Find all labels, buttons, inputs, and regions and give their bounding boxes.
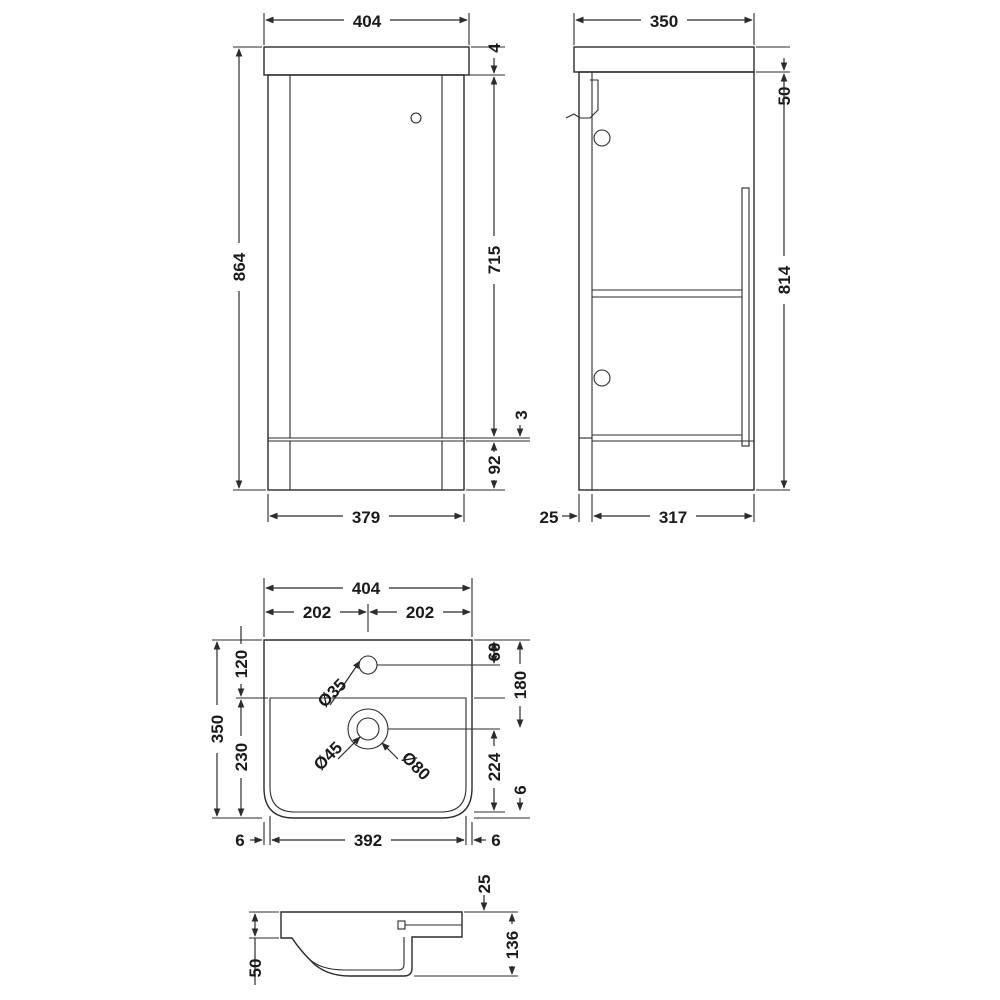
label-gap: 3 — [512, 410, 531, 420]
side-carcass — [579, 72, 754, 490]
door-knob — [411, 113, 421, 123]
label-half-right: 202 — [405, 603, 435, 622]
label-waste-outer-diameter: Ø80 — [397, 748, 434, 785]
carcass — [268, 75, 464, 490]
label-section-bowl: 50 — [246, 958, 265, 978]
side-knob-lower — [594, 370, 610, 386]
section-outline — [281, 912, 462, 976]
tap-hole — [359, 656, 377, 674]
label-door-height: 715 — [485, 245, 504, 275]
label-front-height: 864 — [230, 252, 249, 282]
section-inner — [292, 937, 404, 970]
label-front-margin: 6 — [511, 785, 530, 795]
label-side-height: 814 — [775, 265, 794, 295]
basin-section — [246, 875, 522, 985]
label-basin-depth: 350 — [208, 714, 227, 744]
label-tap-right: 60 — [485, 642, 504, 662]
label-side-depth: 350 — [649, 12, 679, 31]
label-waste-front: 224 — [485, 752, 504, 782]
label-side-top: 50 — [775, 86, 794, 106]
label-plinth-depth: 317 — [658, 508, 688, 527]
label-waste-diameter: Ø45 — [310, 738, 347, 775]
label-left-margin: 6 — [235, 831, 245, 850]
bowl-outline — [270, 698, 466, 812]
label-basin-width: 404 — [351, 579, 381, 598]
waste-inner — [357, 718, 379, 740]
label-rim: 25 — [475, 874, 494, 894]
label-tap-offset: 120 — [232, 649, 251, 679]
trap-pipe — [566, 80, 598, 118]
side-door-edge — [742, 188, 749, 446]
side-knob-upper — [594, 130, 610, 146]
label-plinth-setback: 25 — [539, 508, 559, 527]
label-plinth-height: 92 — [485, 455, 504, 475]
side-countertop — [574, 47, 754, 72]
basin-plan — [207, 577, 530, 850]
countertop — [264, 47, 469, 75]
side-elevation — [540, 10, 794, 527]
label-plinth-width: 379 — [351, 508, 381, 527]
front-elevation — [229, 10, 531, 527]
label-bowl-width: 392 — [353, 831, 383, 850]
label-tap-diameter: Ø35 — [314, 675, 351, 712]
section-overflow — [398, 921, 405, 929]
label-right-margin: 6 — [491, 831, 501, 850]
label-top-reveal: 4 — [485, 43, 504, 53]
label-waste-offset: 180 — [511, 670, 530, 700]
label-front-width: 404 — [352, 12, 382, 31]
label-bowl-depth: 230 — [232, 742, 251, 772]
label-half-left: 202 — [302, 603, 332, 622]
label-section-height: 136 — [503, 930, 522, 960]
